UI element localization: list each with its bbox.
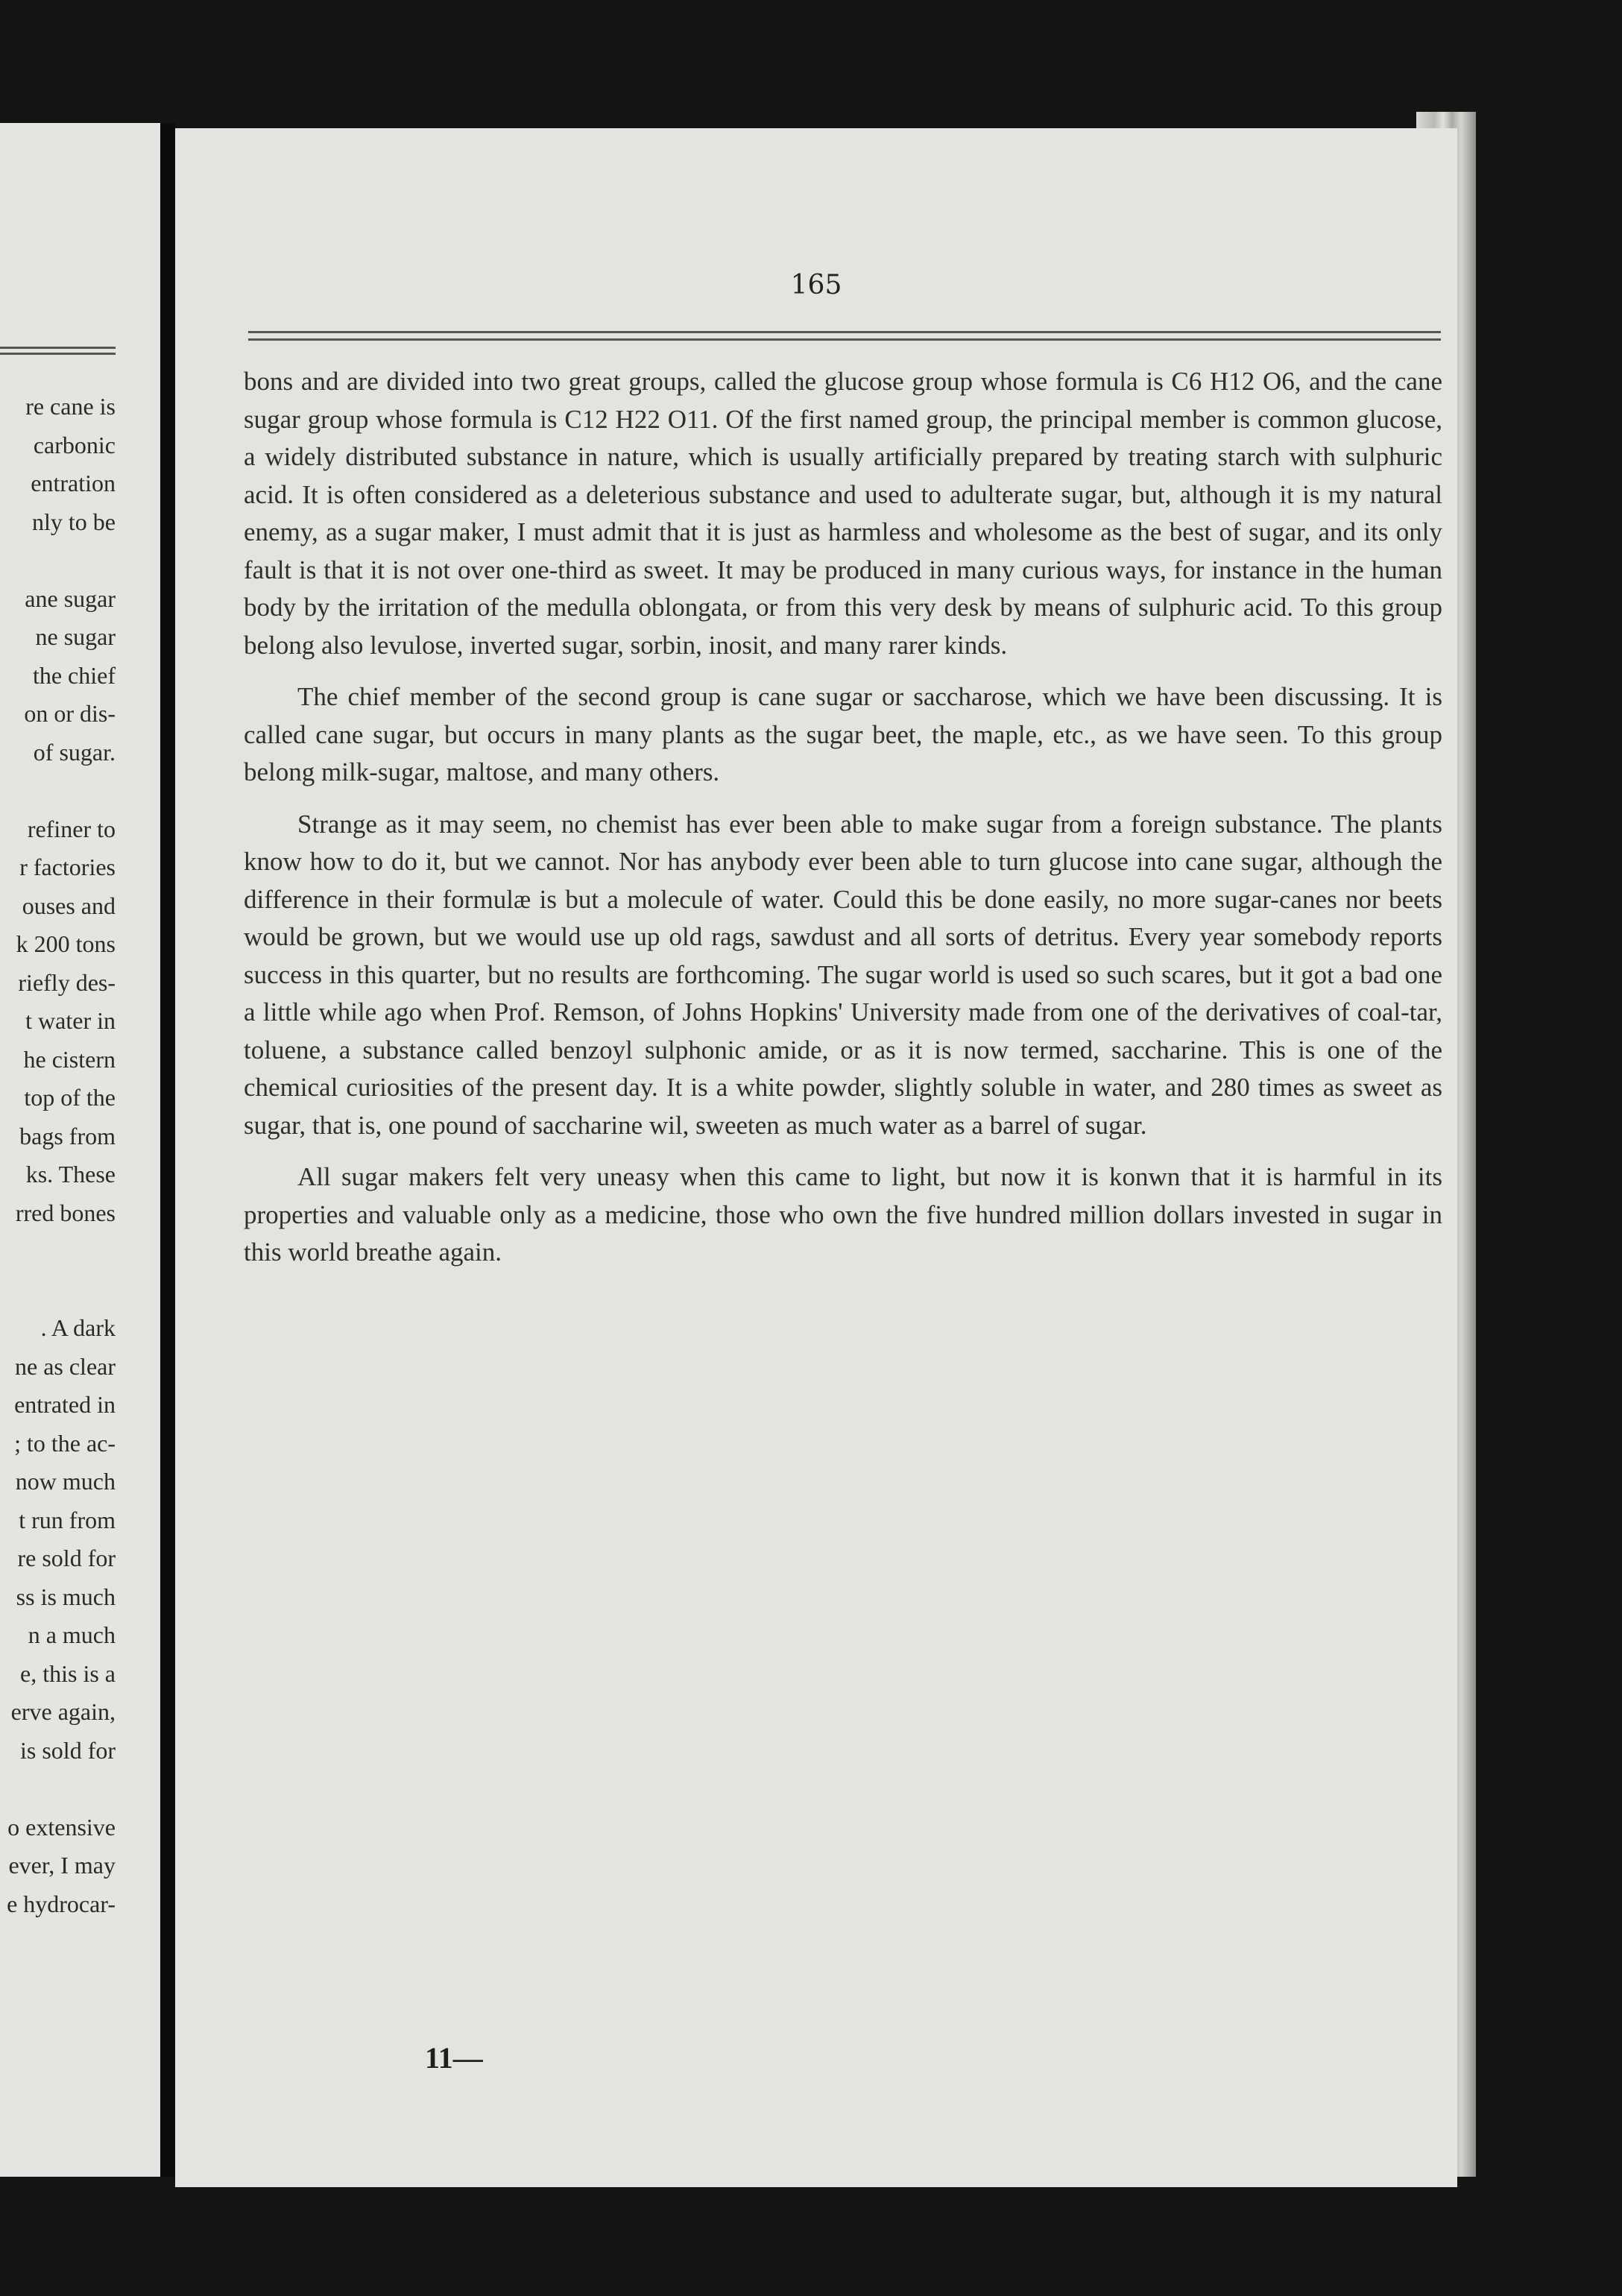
left-page-line: bags from: [19, 1122, 116, 1149]
left-page-line: on or dis-: [24, 700, 116, 727]
left-page-line: t water in: [25, 1007, 116, 1034]
left-page-line: re sold for: [17, 1545, 116, 1571]
left-page-line: carbonic: [33, 431, 116, 458]
left-header-rule: [0, 347, 116, 349]
left-page-line: e hydrocar-: [7, 1890, 116, 1917]
left-page-line: entration: [31, 470, 116, 496]
left-page-line: k 200 tons: [16, 930, 116, 957]
left-page-line: o extensive: [7, 1813, 116, 1841]
signature-mark: 11—: [425, 2041, 483, 2075]
left-page-line: is sold for: [20, 1736, 116, 1764]
left-page-line: ouses and: [22, 892, 116, 919]
header-rule-top: [248, 331, 1441, 333]
left-page-line: of sugar.: [33, 738, 116, 766]
left-page-line: n a much: [28, 1621, 116, 1648]
left-page-line: riefly des-: [18, 968, 116, 996]
header-rule-bottom: [248, 338, 1441, 341]
left-page-line: t run from: [19, 1506, 116, 1533]
right-page: [175, 128, 1457, 2187]
body-text: [244, 363, 1442, 1272]
left-page-line: now much: [15, 1468, 116, 1495]
left-page-line: top of the: [24, 1084, 116, 1111]
left-page-line: nly to be: [32, 508, 116, 535]
left-page-line-gap: [0, 1271, 116, 1310]
paragraph-conclusion: All sugar makers felt very uneasy when this came to light, but now it is konwn that it is harmful in its properties and valuable only as a medicine, those who own the five hundred million dollars invested in sugar in this world breathe again.: [244, 1162, 1442, 1267]
left-page-line: the chief: [32, 661, 116, 689]
left-page: [0, 123, 160, 2177]
left-page-line: refiner to: [27, 815, 116, 842]
left-page-line: r factories: [19, 854, 116, 880]
left-page-line: entrated in: [14, 1391, 116, 1418]
left-page-line: he cistern: [23, 1045, 116, 1073]
left-page-line: . A dark: [40, 1314, 116, 1341]
left-page-line: ever, I may: [8, 1852, 116, 1879]
left-page-line: e, this is a: [20, 1659, 116, 1687]
left-page-line-gap: [0, 1770, 116, 1808]
left-header-rule-second: [0, 353, 116, 355]
left-page-line: ne as clear: [14, 1352, 116, 1380]
left-page-line: erve again,: [10, 1698, 116, 1725]
paragraph-cane-sugar-group: The chief member of the second group is cane sugar or saccharose, which we have been discussing. It is called cane sugar, but occurs in many plants as the sugar beet, the maple, etc., as we have seen. To this group belong milk-sugar, maltose, and many others.: [244, 682, 1442, 786]
left-page-line: ss is much: [16, 1583, 116, 1610]
left-page-line: rred bones: [15, 1199, 116, 1226]
left-page-line: ks. These: [25, 1161, 116, 1188]
left-page-line: ; to the ac-: [14, 1429, 116, 1457]
left-page-line: ane sugar: [25, 584, 116, 612]
page-number: 165: [790, 270, 842, 300]
paragraph-saccharine: Strange as it may seem, no chemist has ever been able to make sugar from a foreign substance. The plants know how to do it, but we cannot. Nor has anybody ever been able to turn glucose into cane sugar, although the difference in their formulæ is but a molecule of water. Could this be done easily, no more sugar-canes nor beets would be grown, but we would use up old rags, sawdust and all sorts of detritus. Every year somebody reports success in this quarter, but no results are forthcoming. The sugar world is used so such scares, but it got a bad one a little while ago when Prof. Remson, of Johns Hopkins' University made from one of the derivatives of coal-tar, toluene, a substance called benzoyl sulphonic amide, or as it is now termed, saccharine. This is one of the chemical curiosities of the present day. It is a white powder, slightly soluble in water, and 280 times as sweet as sugar, that is, one pound of saccharine wil, sweeten as much water as a barrel of sugar.: [244, 809, 1442, 1140]
left-page-line: ne sugar: [35, 623, 116, 650]
book-gutter: [160, 123, 175, 2177]
left-page-line-gap: [0, 541, 116, 580]
left-page-line-gap: [0, 1232, 116, 1271]
left-page-text: [0, 388, 116, 1923]
paragraph-glucose-group: bons and are divided into two great groups, called the glucose group whose formula is C6 H12 O6, and the cane sugar group whose formula is C12 H22 O11. Of the first named group, the principal member is common glucose, a widely distributed substance in nature, which is usually artificially prepared by treating starch with sulphuric acid. It is often considered as a deleterious substance and used to adulterate sugar, but, although it is my natural enemy, as a sugar maker, I must admit that it is just as harmless and wholesome as the best of sugar, and its only fault is that it is not over one-third as sweet. It may be produced in many curious ways, for instance in the human body by the irritation of the medulla oblongata, or from this very desk by means of sulphuric acid. To this group belong also levulose, inverted sugar, sorbin, inosit, and many rarer kinds.: [244, 367, 1442, 660]
left-page-line-gap: [0, 772, 116, 810]
left-page-line: re cane is: [25, 393, 116, 420]
